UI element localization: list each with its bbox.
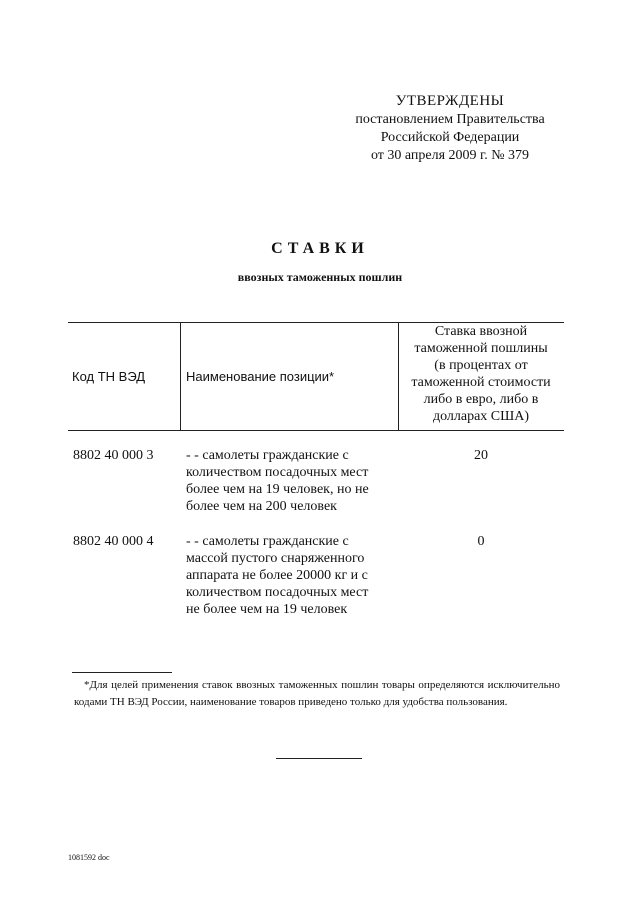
approval-line: Российской Федерации [380,130,520,145]
header-name: Наименование позиции* [186,369,335,384]
row-name-line: более чем на 200 человек [186,499,337,514]
row-name-line: количеством посадочных мест [186,585,369,600]
row-rate: 20 [474,448,488,463]
approval-line: от 30 апреля 2009 г. № 379 [370,148,530,163]
row-name-line: аппарата не более 20000 кг и с [186,568,368,583]
header-rate-line: долларах США) [432,409,530,424]
table-header-rule [68,430,564,431]
row-name-line: массой пустого снаряженного [186,551,365,566]
header-rate-line: Ставка ввозной [434,324,528,339]
header-rate-line: (в процентах от [434,358,528,373]
approval-block [340,92,560,165]
row-code: 8802 40 000 4 [73,534,154,549]
document-subtitle: ввозных таможенных пошлин [237,270,403,284]
row-name [186,447,398,515]
header-code: Код ТН ВЭД [72,369,146,384]
approval-heading: УТВЕРЖДЕНЫ [395,93,505,109]
row-name-line: количеством посадочных мест [186,465,369,480]
document-title: СТАВКИ [271,240,369,257]
row-name-line: - - самолеты гражданские с [186,534,349,549]
end-rule [276,758,362,759]
header-rate-line: таможенной стоимости [411,375,551,390]
footnote: *Для целей применения ставок ввозных таможенных пошлин товары определяются исключительно кодами ТН ВЭД России, наименование товаров приведено только для удобства пользования. [74,679,560,708]
row-name-line: - - самолеты гражданские с [186,448,349,463]
footnote-rule [72,672,172,673]
approval-line: постановлением Правительства [355,112,545,127]
row-name-line: более чем на 19 человек, но не [186,482,369,497]
header-rate [398,323,564,425]
row-name [186,533,398,618]
row-rate: 0 [477,534,485,549]
row-code: 8802 40 000 3 [73,448,154,463]
table-column-divider [180,322,181,430]
header-rate-line: либо в евро, либо в [423,392,539,407]
row-name-line: не более чем на 19 человек [186,602,348,617]
document-number: 1081592 doc [68,853,110,862]
header-rate-line: таможенной пошлины [414,341,548,356]
